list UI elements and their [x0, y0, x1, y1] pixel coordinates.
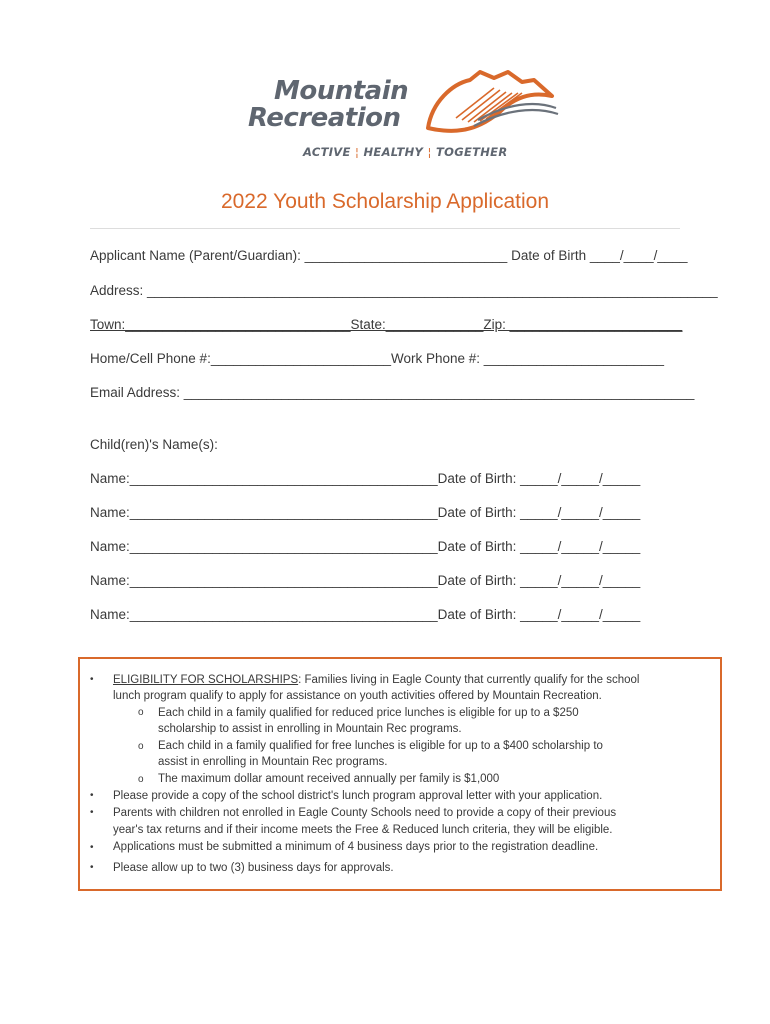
logo-tagline [303, 145, 508, 159]
bullet-icon: • [90, 790, 94, 801]
approval-time-line: Please allow up to two (3) business days for approvals. [113, 862, 394, 874]
child-name-field[interactable]: Name:_________________________________________Date of Birth: _____/_____/_____ [90, 505, 641, 520]
eligibility-label: ELIGIBILITY FOR SCHOLARSHIPS [113, 674, 299, 686]
sub1-line-2: scholarship to assist in enrolling in Mountain Rec programs. [158, 723, 462, 735]
town-state-zip-field[interactable]: Town:______________________________State:_____________Zip: _______________________ [90, 317, 683, 332]
tax-returns-line-1: Parents with children not enrolled in Eagle County Schools need to provide a copy of their previous [113, 807, 617, 819]
tagline-separator: ¦ [427, 145, 432, 159]
children-heading: Child(ren)'s Name(s): [90, 437, 218, 452]
child-name-field[interactable]: Name:_________________________________________Date of Birth: _____/_____/_____ [90, 607, 641, 622]
child-name-field[interactable]: Name:_________________________________________Date of Birth: _____/_____/_____ [90, 471, 641, 486]
sub-bullet-icon: o [138, 707, 144, 718]
page-title: 2022 Youth Scholarship Application [220, 190, 550, 213]
sub2-line-2: assist in enrolling in Mountain Rec programs. [158, 756, 388, 768]
submission-deadline-line: Applications must be submitted a minimum of 4 business days prior to the registration deadline. [113, 841, 599, 853]
bullet-icon: • [90, 674, 94, 685]
tax-returns-line-2: year's tax returns and if their income meets the Free & Reduced lunch criteria, they will be eligible. [113, 824, 613, 836]
sub-bullet-icon: o [138, 741, 144, 752]
lunch-letter-line: Please provide a copy of the school district's lunch program approval letter with your application. [113, 790, 603, 802]
eligibility-line-1 [113, 672, 639, 689]
child-name-field[interactable]: Name:_________________________________________Date of Birth: _____/_____/_____ [90, 539, 641, 554]
eligibility-line-2: lunch program qualify to apply for assistance on youth activities offered by Mountain Recreation. [113, 690, 602, 702]
bullet-icon: • [90, 862, 94, 873]
sub3-line-1: The maximum dollar amount received annually per family is $1,000 [158, 773, 500, 785]
phone-field[interactable]: Home/Cell Phone #:________________________Work Phone #: ________________________ [90, 351, 665, 366]
bullet-icon: • [90, 842, 94, 853]
address-field[interactable]: Address: ____________________________________________________________________________ [90, 283, 718, 298]
sub-bullet-icon: o [138, 774, 144, 785]
sub2-line-1: Each child in a family qualified for free lunches is eligible for up to a $400 scholarship to [158, 740, 603, 752]
sub1-line-1: Each child in a family qualified for reduced price lunches is eligible for up to a $250 [158, 707, 579, 719]
logo-word-recreation: Recreation [248, 103, 401, 133]
child-name-field[interactable]: Name:_________________________________________Date of Birth: _____/_____/_____ [90, 573, 641, 588]
mountain-logo-icon [422, 66, 562, 138]
tagline-healthy: HEALTHY [363, 145, 424, 159]
tagline-together: TOGETHER [436, 145, 508, 159]
title-divider [90, 228, 680, 229]
eligibility-text-1: : Families living in Eagle County that currently qualify for the school [298, 674, 640, 686]
email-field[interactable]: Email Address: ____________________________________________________________________ [90, 385, 695, 400]
logo-word-mountain: Mountain [274, 76, 409, 106]
bullet-icon: • [90, 807, 94, 818]
applicant-name-field[interactable]: Applicant Name (Parent/Guardian): ___________________________ Date of Birth ____/____/____ [90, 248, 688, 263]
tagline-separator: ¦ [354, 145, 360, 159]
tagline-active: ACTIVE [303, 145, 351, 159]
